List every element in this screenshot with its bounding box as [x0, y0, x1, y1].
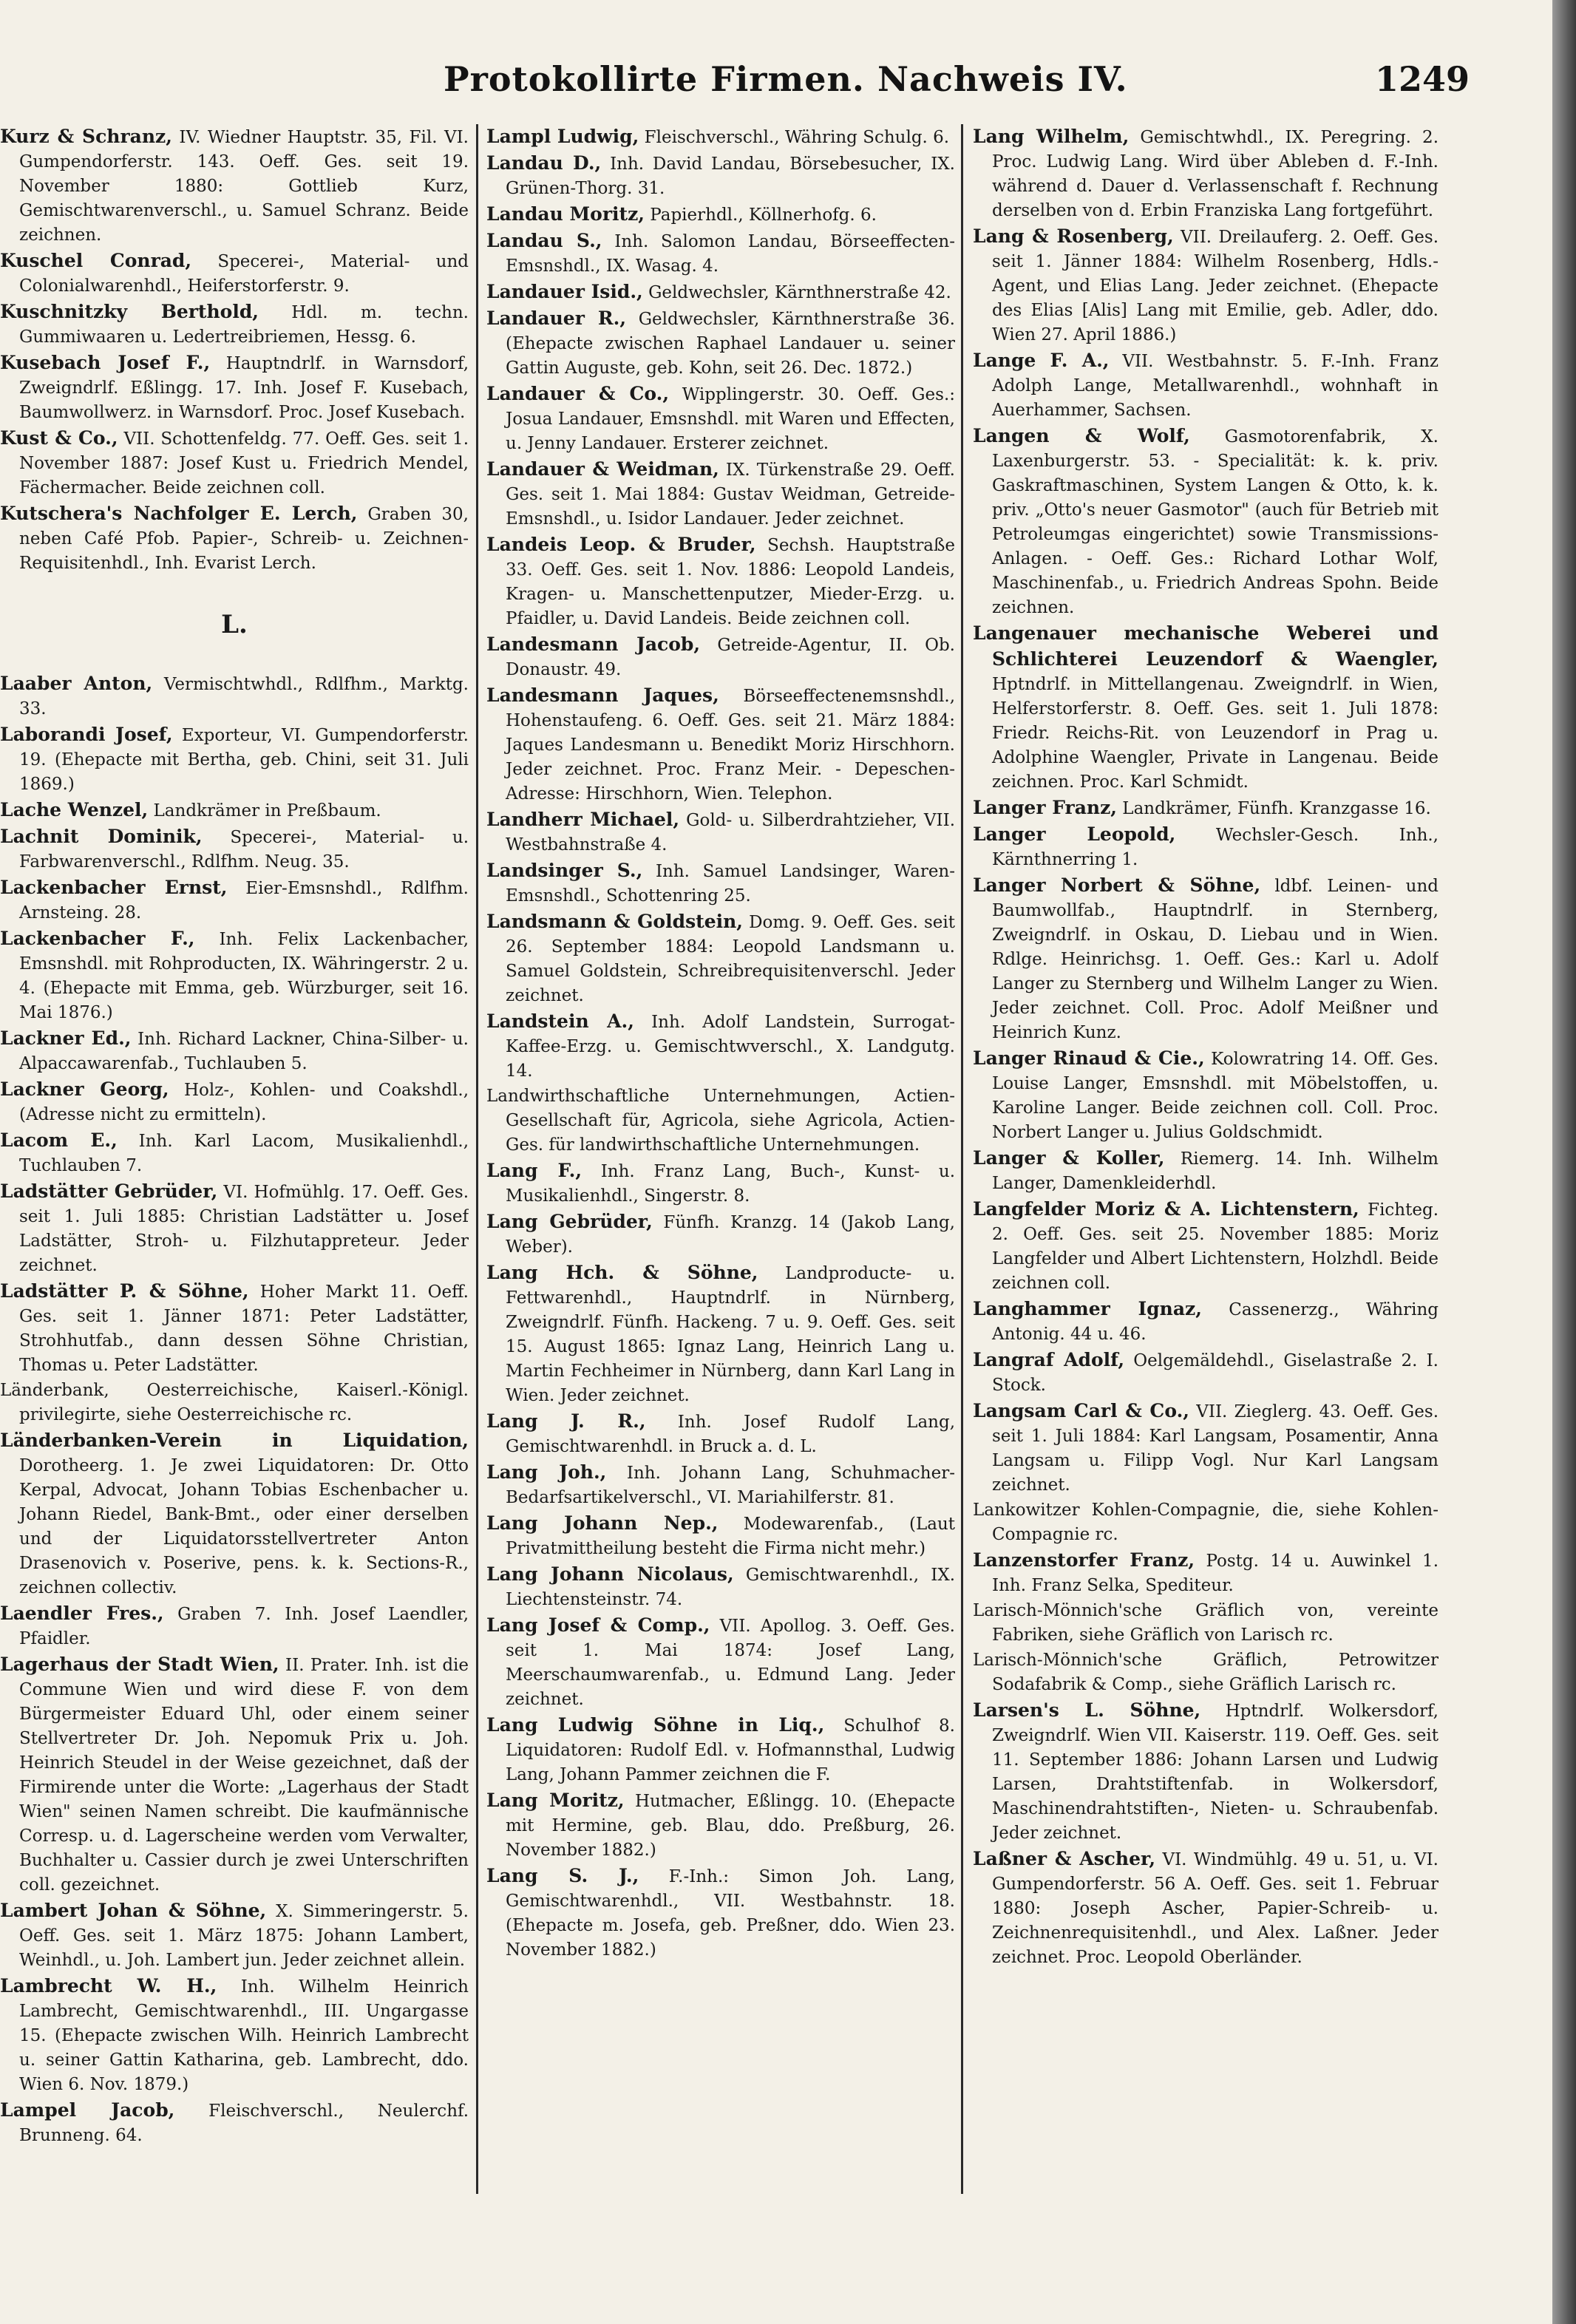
firm-entry: [0, 124, 469, 248]
firm-details: Fünfh. Kranzg. 14 (Jakob Lang, Weber).: [506, 1213, 955, 1257]
firm-name: Langer Rinaud & Cie.,: [973, 1047, 1205, 1069]
firm-details: Inh. Samuel Landsinger, Waren-Emsnshdl., Schottenring 25.: [506, 862, 955, 906]
firm-entry: [0, 1026, 469, 1076]
firm-details: ldbf. Leinen- und Baumwollfab., Hauptndrlf. in Sternberg, Zweigndrlf. in Oskau, D. Liebau und in Wien. Rdlge. Heinrichsg. 1. Oeff. Ges.: Karl u. Adolf Langer zu Sternberg und Wilhelm Langer zu Wien. Jeder zeichnet. Coll. Proc. Adolf Meißner und Heinrich Kunz.: [992, 877, 1439, 1042]
firm-entry: [973, 795, 1439, 821]
firm-name: Landeis Leop. & Bruder,: [486, 534, 756, 555]
firm-name: Kusebach Josef F.,: [0, 352, 211, 373]
firm-name: Lang Moritz,: [486, 1790, 625, 1811]
firm-entry: [486, 1460, 955, 1510]
firm-entry: [0, 1279, 469, 1378]
firm-name: Ladstätter P. & Söhne,: [0, 1280, 249, 1302]
firm-details: Wipplingerstr. 30. Oeff. Ges.: Josua Landauer, Emsnshdl. mit Waren und Effecten, u. Jenny Landauer. Ersterer zeichnet.: [506, 385, 955, 453]
page-header: [0, 59, 1552, 111]
page-number: 1249: [1375, 59, 1470, 99]
firm-entry: [0, 299, 469, 350]
firm-details: VII. Westbahnstr. 5. F.-Inh. Franz Adolph Lange, Metallwarenhdl., wohnhaft in Auerhammer, Sachsen.: [992, 352, 1439, 420]
page-title: Protokollirte Firmen. Nachweis IV.: [444, 59, 1128, 99]
firm-name: Kuschel Conrad,: [0, 250, 192, 271]
firm-entry: [486, 1084, 955, 1158]
firm-name: Landesmann Jacob,: [486, 633, 701, 655]
firm-details: VI. Hofmühlg. 17. Oeff. Ges. seit 1. Juli 1885: Christian Ladstätter u. Josef Ladstätter, Stroh- u. Filzhutappreteur. Jeder zeichnet.: [19, 1183, 469, 1275]
firm-name: Lachnit Dominik,: [0, 826, 203, 847]
firm-details: Hutmacher, Eßlingg. 10. (Ehepacte mit Hermine, geb. Blau, ddo. Preßburg, 26. November 1882.): [506, 1792, 955, 1860]
firm-details: Gemischtwhdl., IX. Peregring. 2. Proc. Ludwig Lang. Wird über Ableben d. F.-Inh. während d. Dauer d. Verlassenschaft f. Rechnung derselben von d. Erbin Franziska Lang fortgeführt.: [992, 128, 1439, 220]
firm-details: Domg. 9. Oeff. Ges. seit 26. September 1884: Leopold Landsmann u. Samuel Goldstein, Schreibrequisitenverschl. Jeder zeichnet.: [506, 913, 955, 1005]
firm-entry: [486, 632, 955, 682]
firm-name: Lacom E.,: [0, 1129, 118, 1151]
firm-name: Langfelder Moriz & A. Lichtenstern,: [973, 1198, 1359, 1220]
firm-details: Landkrämer in Preßbaum.: [153, 801, 381, 820]
firm-entry: [486, 1613, 955, 1712]
firm-name: Laßner & Ascher,: [973, 1848, 1156, 1869]
firm-name: Lampl Ludwig,: [486, 126, 639, 147]
firm-details: Geldwechsler, Kärnthnerstraße 36. (Ehepacte zwischen Raphael Landauer u. seiner Gattin Auguste, geb. Kohn, seit 26. Dec. 1872.): [506, 310, 955, 378]
firm-name: Länderbanken-Verein in Liquidation,: [0, 1430, 469, 1451]
firm-name: Langer Franz,: [973, 797, 1117, 818]
firm-entry: [486, 1863, 955, 1963]
firm-details: VII. Apollog. 3. Oeff. Ges. seit 1. Mai 1874: Josef Lang, Meerschaumwarenfab., u. Edmund Lang. Jeder zeichnet.: [506, 1617, 955, 1709]
firm-details: Papierhdl., Köllnerhofg. 6.: [650, 205, 877, 225]
firm-entry: [0, 875, 469, 925]
firm-entry: [0, 824, 469, 874]
firm-entry: [486, 151, 955, 201]
firm-name: Lang Joh.,: [486, 1461, 607, 1483]
firm-entry: [486, 1511, 955, 1561]
firm-name: Lackner Ed.,: [0, 1027, 132, 1049]
firm-entry: [486, 1562, 955, 1612]
firm-entry: [0, 1652, 469, 1897]
firm-details: IV. Wiedner Hauptstr. 35, Fil. VI. Gumpendorferstr. 143. Oeff. Ges. seit 19. November 1880: Gottlieb Kurz, Gemischtwarenverschl., u. Samuel Schranz. Beide zeichnen.: [19, 128, 469, 245]
firm-details: Fichteg. 2. Oeff. Ges. seit 25. November 1885: Moriz Langfelder und Albert Lichtenstern, Holzhdl. Beide zeichnen coll.: [992, 1200, 1439, 1293]
firm-name: Langen & Wolf,: [973, 425, 1190, 446]
firm-details: Vermischtwhdl., Rdlfhm., Marktg. 33.: [19, 675, 469, 718]
firm-entry: [486, 124, 955, 150]
firm-name: Larsen's L. Söhne,: [973, 1699, 1201, 1721]
firm-details: Eier-Emsnshdl., Rdlfhm. Arnsteing. 28.: [19, 879, 469, 923]
firm-entry: [486, 228, 955, 279]
firm-entry: [486, 1009, 955, 1084]
firm-details: VII. Zieglerg. 43. Oeff. Ges. seit 1. Juli 1884: Karl Langsam, Posamentir, Anna Langsam u. Filipp Vogl. Nur Karl Langsam zeichnet.: [992, 1402, 1439, 1495]
column-rule: [476, 124, 478, 2194]
firm-details: Inh. Karl Lacom, Musikalienhdl., Tuchlauben 7.: [19, 1132, 469, 1175]
firm-entry: [973, 873, 1439, 1045]
firm-entry: [0, 501, 469, 576]
firm-name: Lackenbacher Ernst,: [0, 877, 228, 898]
firm-details: Getreide-Agentur, II. Ob. Donaustr. 49.: [506, 636, 955, 679]
column-1: [0, 124, 469, 2209]
firm-details: Inh. Franz Lang, Buch-, Kunst- u. Musikalienhdl., Singerstr. 8.: [506, 1162, 955, 1206]
firm-details: Fleischverschl., Währing Schulg. 6.: [644, 128, 950, 147]
firm-details: Fleischverschl., Neulerchf. Brunneng. 64.: [19, 2102, 469, 2145]
firm-entry: [486, 1158, 955, 1209]
firm-entry: [973, 1046, 1439, 1145]
firm-details: Inh. Adolf Landstein, Surrogat-Kaffee-Erzg. u. Gemischtwverschl., X. Landgutg. 14.: [506, 1013, 955, 1081]
firm-details: Hoher Markt 11. Oeff. Ges. seit 1. Jänner 1871: Peter Ladstätter, Strohhutfab., dann dessen Söhne Christian, Thomas u. Peter Ladstätter.: [19, 1282, 469, 1375]
firm-entry: [486, 909, 955, 1008]
firm-details: Oelgemäldehdl., Giselastraße 2. I. Stock.: [992, 1351, 1439, 1395]
firm-details: Hptndrlf. Wolkersdorf, Zweigndrlf. Wien VII. Kaiserstr. 119. Oeff. Ges. seit 11. September 1886: Johann Larsen und Ludwig Larsen, Drahtstiftenfab. in Wolkersdorf, Maschinendrahtstiften-, Nieten- u. Schraubenfab. Jeder zeichnet.: [992, 1702, 1439, 1843]
column-rule: [961, 124, 963, 2194]
firm-details: Specerei-, Material- und Colonialwarenhdl., Heiferstorferstr. 9.: [19, 252, 469, 296]
firm-name: Lang Gebrüder,: [486, 1211, 653, 1232]
firm-entry: [486, 279, 955, 305]
firm-name: Lang F.,: [486, 1160, 582, 1181]
firm-details: Lankowitzer Kohlen-Compagnie, die, siehe Kohlen-Compagnie rc.: [973, 1501, 1439, 1544]
firm-entry: [0, 350, 469, 425]
firm-details: Kolowratring 14. Off. Ges. Louise Langer, Emsnshdl. mit Möbelstoffen, u. Karoline Langer. Beide zeichnen coll. Coll. Proc. Norbert Langer u. Julius Goldschmidt.: [992, 1050, 1439, 1142]
firm-entry: [0, 1601, 469, 1651]
firm-entry: [0, 1974, 469, 2097]
firm-name: Langer & Koller,: [973, 1147, 1165, 1169]
firm-name: Landau D.,: [486, 152, 602, 174]
firm-name: Landau S.,: [486, 230, 602, 251]
firm-entry: [973, 822, 1439, 872]
firm-details: II. Prater. Inh. ist die Commune Wien und wird diese F. von dem Bürgermeister Eduard Uhl, oder einem seiner Stellvertreter Dr. Joh. Nepomuk Prix u. Joh. Heinrich Steudel in der Weise gezeichnet, daß der Firmirende unter die Worte: „Lagerhaus der Stadt Wien" seinen Namen schreibt. Die kaufmännische Corresp. u. d. Lagerscheine werden vom Verwalter, Buchhalter u. Cassier durch je zwei Unterschriften coll. gezeichnet.: [19, 1656, 469, 1895]
firm-details: Landproducte- u. Fettwarenhdl., Hauptndrlf. in Nürnberg, Zweigndrlf. Fünfh. Hackeng. 7 u. 9. Oeff. Ges. seit 15. August 1865: Ignaz Lang, Heinrich Lang u. Martin Fechheimer in Nürnberg, dann Karl Lang in Wien. Jeder zeichnet.: [506, 1264, 955, 1405]
page-edge: [1552, 0, 1576, 2324]
firm-name: Landherr Michael,: [486, 809, 680, 830]
firm-name: Lang Josef & Comp.,: [486, 1614, 710, 1636]
firm-name: Lache Wenzel,: [0, 799, 149, 820]
firm-details: Riemerg. 14. Inh. Wilhelm Langer, Damenkleiderhdl.: [992, 1149, 1439, 1193]
firm-details: Hdl. m. techn. Gummiwaaren u. Ledertreibriemen, Hessg. 6.: [19, 303, 469, 347]
firm-name: Lang Wilhelm,: [973, 126, 1130, 147]
firm-details: Wechsler-Gesch. Inh., Kärnthnerring 1.: [992, 826, 1439, 869]
firm-entry: [486, 532, 955, 631]
column-3: [973, 124, 1439, 2209]
firm-details: Schulhof 8. Liquidatoren: Rudolf Edl. v. Hofmannsthal, Ludwig Lang, Johann Pammer zeichnen die F.: [506, 1716, 955, 1784]
firm-name: Landauer R.,: [486, 308, 627, 329]
firm-details: Inh. Josef Rudolf Lang, Gemischtwarenhdl. in Bruck a. d. L.: [506, 1413, 955, 1456]
firm-name: Landau Moritz,: [486, 203, 645, 225]
firm-entry: [486, 1409, 955, 1459]
firm-name: Laaber Anton,: [0, 673, 153, 694]
firm-entry: [973, 124, 1439, 223]
firm-details: Larisch-Mönnich'sche Gräflich von, vereinte Fabriken, siehe Gräflich von Larisch rc.: [973, 1601, 1439, 1645]
firm-details: Gasmotorenfabrik, X. Laxenburgerstr. 53. - Specialität: k. k. priv. Gaskraftmaschinen, System Langen & Otto, k. k. priv. „Otto's neuer Gasmotor" (auch für Betrieb mit Petroleumgas eingerichtet) sowie Transmissions-Anlagen. - Oeff. Ges.: Richard Lothar Wolf, Maschinenfab., u. Friedrich Andreas Spohn. Beide zeichnen.: [992, 427, 1439, 617]
firm-name: Langer Leopold,: [973, 823, 1176, 845]
firm-name: Laendler Fres.,: [0, 1603, 164, 1624]
firm-entry: [973, 424, 1439, 620]
firm-name: Lang Johann Nep.,: [486, 1512, 719, 1534]
firm-entry: [973, 1599, 1439, 1648]
firm-name: Lambrecht W. H.,: [0, 1975, 217, 1997]
firm-name: Landauer & Co.,: [486, 383, 670, 404]
firm-details: Länderbank, Oesterreichische, Kaiserl.-Königl. privilegirte, siehe Oesterreichische rc.: [0, 1381, 469, 1424]
firm-name: Laborandi Josef,: [0, 724, 173, 745]
firm-details: Inh. Felix Lackenbacher, Emsnshdl. mit Rohproducten, IX. Währingerstr. 2 u. 4. (Ehepacte mit Emma, geb. Würzburger, seit 16. Mai 1876.): [19, 930, 469, 1022]
firm-entry: [0, 2098, 469, 2148]
firm-name: Landauer & Weidman,: [486, 458, 719, 480]
firm-name: Landesmann Jaques,: [486, 684, 719, 706]
firm-details: Larisch-Mönnich'sche Gräflich, Petrowitzer Sodafabrik & Comp., siehe Gräflich Larisch rc.: [973, 1651, 1439, 1694]
firm-name: Langer Norbert & Söhne,: [973, 874, 1261, 896]
firm-name: Landstein A.,: [486, 1010, 634, 1032]
firm-name: Lackner Georg,: [0, 1078, 169, 1100]
firm-entry: [0, 248, 469, 299]
firm-entry: [0, 1077, 469, 1127]
firm-name: Landsinger S.,: [486, 860, 643, 881]
firm-details: Hptndrlf. in Mittellangenau. Zweigndrlf. in Wien, Helferstorferstr. 8. Oeff. Ges. seit 1. Juli 1878: Friedr. Reichs-Rit. von Leuzendorf in Prag u. Adolphine Waengler, Private in Langenau. Beide zeichnen. Proc. Karl Schmidt.: [992, 675, 1439, 792]
firm-entry: [973, 1498, 1439, 1547]
firm-name: Lang Ludwig Söhne in Liq.,: [486, 1714, 825, 1736]
firm-name: Lang S. J.,: [486, 1865, 639, 1886]
firm-name: Kutschera's Nachfolger E. Lerch,: [0, 503, 358, 524]
firm-entry: [973, 1548, 1439, 1598]
firm-details: Gemischtwarenhdl., IX. Liechtensteinstr. 74.: [506, 1566, 955, 1609]
firm-name: Lang J. R.,: [486, 1410, 646, 1432]
firm-name: Landsmann & Goldstein,: [486, 911, 743, 932]
firm-name: Landauer Isid.,: [486, 281, 643, 302]
firm-details: Graben 7. Inh. Josef Laendler, Pfaidler.: [19, 1605, 469, 1648]
firm-entry: [0, 1179, 469, 1278]
firm-details: Cassenerzg., Währing Antonig. 44 u. 46.: [992, 1300, 1439, 1344]
firm-details: F.-Inh.: Simon Joh. Lang, Gemischtwarenhdl., VII. Westbahnstr. 18. (Ehepacte m. Josefa, geb. Preßner, ddo. Wien 23. November 1882.): [506, 1867, 955, 1960]
firm-details: Inh. Richard Lackner, China-Silber- u. Alpaccawarenfab., Tuchlauben 5.: [19, 1030, 469, 1073]
firm-name: Langraf Adolf,: [973, 1349, 1125, 1370]
firm-entry: [0, 798, 469, 823]
firm-entry: [486, 381, 955, 456]
firm-details: Hauptndrlf. in Warnsdorf, Zweigndrlf. Eßlingg. 17. Inh. Josef F. Kusebach, Baumwollwerz. in Warnsdorf. Proc. Josef Kusebach.: [19, 354, 469, 422]
firm-details: X. Simmeringerstr. 5. Oeff. Ges. seit 1. März 1875: Johann Lambert, Weinhdl., u. Joh. Lambert jun. Jeder zeichnet allein.: [19, 1902, 469, 1970]
firm-entry: [973, 1197, 1439, 1296]
firm-name: Lagerhaus der Stadt Wien,: [0, 1654, 279, 1675]
firm-details: Dorotheerg. 1. Je zwei Liquidatoren: Dr. Otto Kerpal, Advocat, Johann Tobias Eschenbacher u. Johann Riedel, Bank-Bmt., oder einer derselben und der Liquidatorsstellvertreter Anton Drasenovich v. Poserive, pens. k. k. Sections-R., zeichnen collectiv.: [19, 1456, 469, 1597]
firm-details: Inh. Wilhelm Heinrich Lambrecht, Gemischtwarenhdl., III. Ungargasse 15. (Ehepacte zwischen Wilh. Heinrich Lambrecht u. seiner Gattin Katharina, geb. Lambrecht, ddo. Wien 6. Nov. 1879.): [19, 1977, 469, 2094]
firm-entry: [486, 683, 955, 806]
firm-entry: [0, 1379, 469, 1427]
firm-entry: [0, 1128, 469, 1178]
firm-name: Langsam Carl & Co.,: [973, 1400, 1189, 1421]
firm-details: Sechsh. Hauptstraße 33. Oeff. Ges. seit 1. Nov. 1886: Leopold Landeis, Kragen- u. Manschettenputzer, Mieder-Erzg. u. Pfaidler, u. David Landeis. Beide zeichnen coll.: [506, 536, 955, 628]
firm-details: Gold- u. Silberdrahtzieher, VII. Westbahnstraße 4.: [506, 811, 955, 854]
firm-entry: [486, 457, 955, 531]
firm-details: Inh. David Landau, Börsebesucher, IX. Grünen-Thorg. 31.: [506, 154, 955, 198]
firm-details: Exporteur, VI. Gumpendorferstr. 19. (Ehepacte mit Bertha, geb. Chini, seit 31. Juli 1869.): [19, 726, 469, 794]
firm-entry: [973, 621, 1439, 795]
firm-entry: [486, 1209, 955, 1260]
firm-name: Lang Johann Nicolaus,: [486, 1563, 734, 1585]
firm-name: Lang & Rosenberg,: [973, 225, 1174, 247]
firm-name: Kurz & Schranz,: [0, 126, 172, 147]
firm-details: Inh. Johann Lang, Schuhmacher-Bedarfsartikelverschl., VI. Mariahilferstr. 81.: [506, 1464, 955, 1507]
firm-name: Lang Hch. & Söhne,: [486, 1262, 758, 1283]
firm-entry: [973, 224, 1439, 347]
firm-name: Lampel Jacob,: [0, 2099, 175, 2121]
firm-entry: [973, 1146, 1439, 1196]
firm-entry: [0, 926, 469, 1025]
firm-details: Landkrämer, Fünfh. Kranzgasse 16.: [1122, 799, 1431, 818]
firm-details: Specerei-, Material- u. Farbwarenverschl., Rdlfhm. Neug. 35.: [19, 828, 469, 872]
firm-details: Graben 30, neben Café Pfob. Papier-, Schreib- u. Zeichnen-Requisitenhdl., Inh. Evarist Lerch.: [19, 505, 469, 573]
firm-entry: [0, 1428, 469, 1600]
firm-details: VII. Schottenfeldg. 77. Oeff. Ges. seit 1. November 1887: Josef Kust u. Friedrich Mendel, Fächermacher. Beide zeichnen coll.: [19, 429, 469, 497]
firm-name: Langhammer Ignaz,: [973, 1298, 1202, 1319]
firm-entry: [486, 1713, 955, 1787]
firm-details: Postg. 14 u. Auwinkel 1. Inh. Franz Selka, Spediteur.: [992, 1552, 1439, 1595]
firm-entry: [486, 858, 955, 908]
firm-entry: [486, 807, 955, 857]
firm-entry: [973, 1698, 1439, 1846]
firm-details: VI. Windmühlg. 49 u. 51, u. VI. Gumpendorferstr. 56 A. Oeff. Ges. seit 1. Februar 1880: Joseph Ascher, Papier-Schreib- u. Zeichnenrequisitenhdl., und Alex. Laßner. Jeder zeichnet. Proc. Leopold Oberländer.: [992, 1850, 1439, 1967]
firm-details: Modewarenfab., (Laut Privatmittheilung besteht die Firma nicht mehr.): [506, 1515, 955, 1558]
firm-entry: [973, 1846, 1439, 1970]
firm-name: Kust & Co.,: [0, 427, 118, 449]
firm-name: Lanzenstorfer Franz,: [973, 1549, 1195, 1571]
firm-entry: [0, 426, 469, 500]
section-letter: L.: [221, 610, 248, 639]
firm-name: Lambert Johan & Söhne,: [0, 1900, 267, 1921]
firm-name: Langenauer mechanische Weberei und Schlichterei Leuzendorf & Waengler,: [973, 622, 1439, 670]
firm-entry: [973, 1297, 1439, 1347]
firm-details: Geldwechsler, Kärnthnerstraße 42.: [648, 283, 951, 302]
firm-name: Lackenbacher F.,: [0, 928, 195, 949]
firm-entry: [486, 306, 955, 381]
firm-entry: [486, 1260, 955, 1408]
firm-entry: [486, 202, 955, 228]
firm-name: Kuschnitzky Berthold,: [0, 301, 259, 322]
firm-entry: [486, 1788, 955, 1863]
firm-entry: [973, 1348, 1439, 1398]
firm-entry: [973, 1648, 1439, 1697]
firm-details: Landwirthschaftliche Unternehmungen, Actien-Gesellschaft für, Agricola, siehe Agricola, Actien-Ges. für landwirthschaftliche Unternehmungen.: [486, 1087, 955, 1155]
firm-name: Lange F. A.,: [973, 350, 1110, 371]
column-2: [486, 124, 955, 2209]
firm-entry: [0, 722, 469, 797]
firm-entry: [0, 1898, 469, 1973]
firm-entry: [973, 1399, 1439, 1498]
firm-entry: [973, 348, 1439, 423]
firm-details: Inh. Salomon Landau, Börseeffecten-Emsnshdl., IX. Wasag. 4.: [506, 232, 955, 276]
firm-entry: [0, 671, 469, 721]
firm-details: Börseeffectenemsnshdl., Hohenstaufeng. 6. Oeff. Ges. seit 21. März 1884: Jaques Landesmann u. Benedikt Moriz Hirschhorn. Jeder zeichnet. Proc. Franz Meir. - Depeschen-Adresse: Hirschhorn, Wien. Telephon.: [506, 687, 955, 803]
firm-details: IX. Türkenstraße 29. Oeff. Ges. seit 1. Mai 1884: Gustav Weidman, Getreide-Emsnshdl., u. Isidor Landauer. Jeder zeichnet.: [506, 461, 955, 529]
firm-name: Ladstätter Gebrüder,: [0, 1180, 218, 1202]
firm-details: Holz-, Kohlen- und Coakshdl., (Adresse nicht zu ermitteln).: [19, 1081, 469, 1124]
firm-details: VII. Dreilauferg. 2. Oeff. Ges. seit 1. Jänner 1884: Wilhelm Rosenberg, Hdls.-Agent, und Elias Lang. Jeder zeichnet. (Ehepacte des Elias [Alis] Lang mit Emilie, geb. Adler, ddo. Wien 27. April 1886.): [992, 228, 1439, 344]
